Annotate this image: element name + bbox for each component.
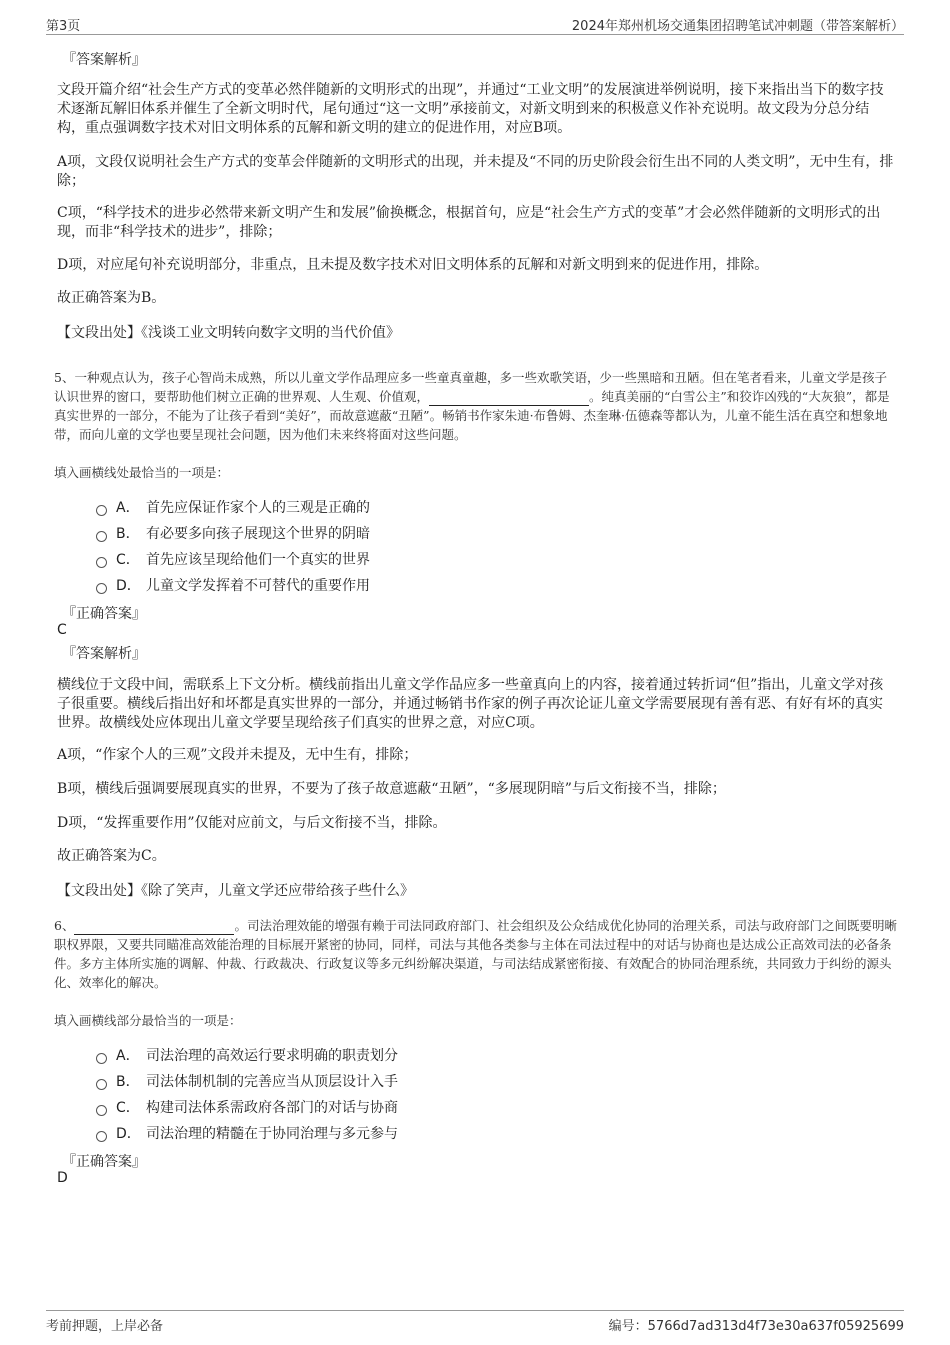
- q5-option-a-analysis: A项，“作家个人的三观”文段并未提及，无中生有，排除；: [57, 747, 418, 763]
- q5-conclusion: 故正确答案为C。: [57, 848, 166, 864]
- footer-slogan: 考前押题，上岸必备: [46, 1319, 164, 1334]
- q5-option-d[interactable]: D． 儿童文学发挥着不可替代的重要作用: [96, 575, 370, 595]
- q5-blank: [429, 391, 589, 406]
- document-title: 2024年郑州机场交通集团招聘笔试冲刺题（带答案解析）: [571, 19, 904, 34]
- q5-option-b-analysis: B项，横线后强调要展现真实的世界，不要为了孩子故意遮蔽“丑陋”，“多展现阴暗”与后文衔接不当，排除；: [57, 781, 726, 797]
- q5-option-d-analysis: D项，“发挥重要作用”仅能对应前文，与后文衔接不当，排除。: [57, 815, 447, 831]
- q5-stem: [54, 368, 899, 444]
- q4-option-a-analysis: A项，文段仅说明社会生产方式的变革会伴随新的文明形式的出现，并未提及“不同的历史阶段会衍生出不同的人类文明”，无中生有，排除；: [57, 154, 894, 189]
- page-footer: [46, 1310, 904, 1333]
- q6-prompt: 填入画横线部分最恰当的一项是：: [54, 1013, 242, 1028]
- q4-analysis-tag: 『答案解析』: [62, 52, 146, 68]
- q5-option-a[interactable]: A． 首先应保证作家个人的三观是正确的: [96, 497, 370, 517]
- q4-option-d-analysis: D项，对应尾句补充说明部分，非重点，且未提及数字技术对旧文明体系的瓦解和对新文明到来的促进作用，排除。: [57, 257, 769, 273]
- q5-stem-after: 。纯真美丽的“白雪公主”和狡诈凶残的“大灰狼”，都是真实世界的一部分，不能为了让孩子看到“美好”，而故意遮蔽“丑陋”。畅销书作家朱迪·布鲁姆、杰奎琳·伍德森等都认为，儿童不能生活在真空和想象地带，而向儿童的文学也要呈现社会问题，因为他们未来终将面对这些问题。: [54, 389, 890, 442]
- q6-stem: [54, 916, 899, 992]
- page-number: 第3页: [46, 19, 81, 34]
- footer-code-value: 5766d7ad313d4f73e30a637f05925699: [647, 1319, 904, 1334]
- q5-answer: C: [57, 622, 67, 638]
- q5-source: 【文段出处】《除了笑声，儿童文学还应带给孩子些什么》: [57, 883, 414, 899]
- footer-code: [609, 1315, 904, 1334]
- radio-icon[interactable]: [96, 1131, 107, 1142]
- radio-icon[interactable]: [96, 531, 107, 542]
- radio-icon[interactable]: [96, 557, 107, 568]
- q6-answer-tag: 『正确答案』: [62, 1154, 146, 1170]
- q6-option-c[interactable]: C． 构建司法体系需政府各部门的对话与协商: [96, 1097, 398, 1117]
- q4-conclusion: 故正确答案为B。: [57, 290, 166, 306]
- q4-source: 【文段出处】《浅谈工业文明转向数字文明的当代价值》: [57, 325, 400, 341]
- q6-answer: D: [57, 1170, 68, 1186]
- q5-analysis-tag: 『答案解析』: [62, 646, 146, 662]
- radio-icon[interactable]: [96, 1053, 107, 1064]
- q6-blank: [74, 920, 234, 935]
- q6-option-a[interactable]: A． 司法治理的高效运行要求明确的职责划分: [96, 1045, 398, 1065]
- q5-analysis-paragraph: 横线位于文段中间，需联系上下文分析。横线前指出儿童文学作品应多一些童真向上的内容，接着通过转折词“但”指出，儿童文学对孩子很重要。横线后指出好和坏都是真实世界的一部分，并通过畅销书作家的例子再次论证儿童文学需要展现有善有恶、有好有坏的真实世界。故横线处应体现出儿童文学要呈现给孩子们真实的世界之意，对应C项。: [57, 677, 884, 731]
- radio-icon[interactable]: [96, 505, 107, 516]
- q6-option-d[interactable]: D． 司法治理的精髓在于协同治理与多元参与: [96, 1123, 398, 1143]
- q5-option-b[interactable]: B． 有必要多向孩子展现这个世界的阴暗: [96, 523, 370, 543]
- q6-stem-after: 。司法治理效能的增强有赖于司法同政府部门、社会组织及公众结成优化协同的治理关系，司法与政府部门之间既要明晰职权界限，又要共同瞄准高效能治理的目标展开紧密的协同，同样，司法与其他各类参与主体在司法过程中的对话与协商也是达成公正高效司法的必备条件。多方主体所实施的调解、仲裁、行政裁决、行政复议等多元纠纷解决渠道，与司法结成紧密衔接、有效配合的协同治理系统，共同致力于纠纷的源头化、效率化的解决。: [54, 918, 897, 990]
- q6-option-b[interactable]: B． 司法体制机制的完善应当从顶层设计入手: [96, 1071, 398, 1091]
- radio-icon[interactable]: [96, 583, 107, 594]
- footer-code-label: 编号：: [608, 1319, 648, 1334]
- q6-number: 6、: [54, 918, 75, 933]
- radio-icon[interactable]: [96, 1105, 107, 1116]
- q5-option-c[interactable]: C． 首先应该呈现给他们一个真实的世界: [96, 549, 370, 569]
- q4-option-c-analysis: C项，“科学技术的进步必然带来新文明产生和发展”偷换概念，根据首句，应是“社会生产方式的变革”才会必然伴随新的文明形式的出现，而非“科学技术的进步”，排除；: [57, 205, 881, 240]
- q4-analysis-paragraph: 文段开篇介绍“社会生产方式的变革必然伴随新的文明形式的出现”，并通过“工业文明”的发展演进举例说明，接下来指出当下的数字技术逐渐瓦解旧体系并催生了全新文明时代，尾句通过“这一文明”承接前文，对新文明到来的积极意义作补充说明。故文段为分总分结构，重点强调数字技术对旧文明体系的瓦解和新文明的建立的促进作用，对应B项。: [57, 82, 884, 136]
- page-header: [46, 14, 904, 35]
- q5-answer-tag: 『正确答案』: [62, 606, 146, 622]
- radio-icon[interactable]: [96, 1079, 107, 1090]
- q5-prompt: 填入画横线处最恰当的一项是：: [54, 465, 230, 480]
- q5-stem-before: 5、一种观点认为，孩子心智尚未成熟，所以儿童文学作品理应多一些童真童趣，多一些欢歌笑语，少一些黑暗和丑陋。但在笔者看来，儿童文学是孩子认识世界的窗口，要帮助他们树立正确的世界观、人生观、价值观，: [54, 370, 887, 404]
